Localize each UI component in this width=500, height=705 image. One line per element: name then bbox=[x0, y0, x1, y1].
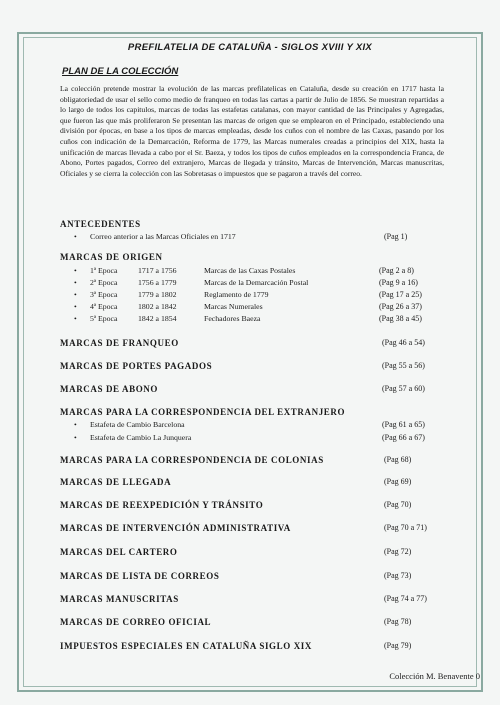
page-reference: (Pag 70) bbox=[384, 500, 412, 509]
epoca-label: 5ª Epoca bbox=[90, 314, 118, 323]
bullet-icon: • bbox=[74, 232, 77, 241]
page-reference: (Pag 46 a 54) bbox=[382, 338, 425, 347]
years-label: 1717 a 1756 bbox=[138, 266, 177, 275]
description-label: Reglamento de 1779 bbox=[204, 290, 269, 299]
page-reference: (Pag 66 a 67) bbox=[382, 433, 425, 442]
description-label: Marcas Numerales bbox=[204, 302, 263, 311]
page-reference: (Pag 68) bbox=[384, 455, 412, 464]
bullet-icon: • bbox=[74, 302, 77, 311]
epoca-label: 2ª Epoca bbox=[90, 278, 118, 287]
page-reference: (Pag 26 a 37) bbox=[379, 302, 422, 311]
bullet-icon: • bbox=[74, 290, 77, 299]
epoca-label: 1ª Epoca bbox=[90, 266, 118, 275]
page-reference: (Pag 79) bbox=[384, 641, 412, 650]
page-reference: (Pag 74 a 77) bbox=[384, 594, 427, 603]
section-extranjero-title: MARCAS PARA LA CORRESPONDENCIA DEL EXTRANJERO bbox=[60, 407, 346, 417]
page-reference: (Pag 1) bbox=[384, 232, 408, 241]
section-abono-title: MARCAS DE ABONO bbox=[60, 384, 159, 394]
page-reference: (Pag 69) bbox=[384, 477, 412, 486]
page-reference: (Pag 72) bbox=[384, 547, 412, 556]
years-label: 1842 a 1854 bbox=[138, 314, 177, 323]
description-label: Marcas de la Demarcación Postal bbox=[204, 278, 309, 287]
years-label: 1802 a 1842 bbox=[138, 302, 177, 311]
bullet-icon: • bbox=[74, 266, 77, 275]
years-label: 1756 a 1779 bbox=[138, 278, 177, 287]
list-item-text: Estafeta de Cambio Barcelona bbox=[90, 420, 185, 429]
section-colonias-title: MARCAS PARA LA CORRESPONDENCIA DE COLONIAS bbox=[60, 455, 324, 465]
plan-title: PLAN DE LA COLECCIÓN bbox=[62, 66, 179, 77]
page-reference: (Pag 70 a 71) bbox=[384, 523, 427, 532]
section-correo-oficial-title: MARCAS DE CORREO OFICIAL bbox=[60, 617, 212, 627]
epoca-label: 4ª Epoca bbox=[90, 302, 118, 311]
page-reference: (Pag 78) bbox=[384, 617, 412, 626]
section-origen-title: MARCAS DE ORIGEN bbox=[60, 252, 163, 262]
section-antecedentes-title: ANTECEDENTES bbox=[60, 219, 141, 229]
collection-footer: Colección M. Benavente 0 bbox=[389, 671, 480, 681]
document-header: PREFILATELIA DE CATALUÑA - SIGLOS XVIII Y XIX bbox=[127, 42, 373, 53]
section-lista-correos-title: MARCAS DE LISTA DE CORREOS bbox=[60, 571, 220, 581]
section-impuestos-title: IMPUESTOS ESPECIALES EN CATALUÑA SIGLO XIX bbox=[60, 641, 313, 651]
bullet-icon: • bbox=[74, 278, 77, 287]
bullet-icon: • bbox=[74, 420, 77, 429]
section-intervencion-title: MARCAS DE INTERVENCIÓN ADMINISTRATIVA bbox=[60, 523, 291, 533]
page-reference: (Pag 2 a 8) bbox=[379, 266, 414, 275]
bullet-icon: • bbox=[74, 433, 77, 442]
page-reference: (Pag 73) bbox=[384, 571, 412, 580]
description-label: Marcas de las Caxas Postales bbox=[204, 266, 296, 275]
section-manuscritas-title: MARCAS MANUSCRITAS bbox=[60, 594, 179, 604]
page-reference: (Pag 55 a 56) bbox=[382, 361, 425, 370]
page-reference: (Pag 38 a 45) bbox=[379, 314, 422, 323]
section-portes-pagados-title: MARCAS DE PORTES PAGADOS bbox=[60, 361, 213, 371]
intro-paragraph: La colección pretende mostrar la evolución de las marcas prefilatelicas en Cataluña, desde su creación en 1717 hasta la obligatoriedad de usar el sello como medio de franqueo en todas las cartas a partir de Julio de 1856. Se muestran repartidas a lo largo de todos los capitulos, marcas de todas las estafetas catalanas, con mayor cantidad de las Principales y Agregadas, que fueron las que más proliferaron Se presentan las marcas de origen que se emplearon en el Principado, estableciendo una división por épocas, en base a los tipos de marcas empleadas, desde los cuños con el nombre de las Caxas, pasando por los cuños con indicación de la Demarcación, Reforma de 1779, las Marcas numerales creadas a principios del XIX, hasta la unificación de marcas llevada a cabo por el Sr. Baeza, y todos los tipos de cuños empleados en la correspondencia Franca, de Abono, Portes pagados, Correo del extranjero, Marcas de llegada y tránsito, Marcas de Intervención, Marcas manuscritas, Oficiales y se cierra la colección con las Sobretasas o impuestos que se pagaron a través del correo. bbox=[60, 84, 444, 178]
years-label: 1779 a 1802 bbox=[138, 290, 177, 299]
page-reference: (Pag 57 a 60) bbox=[382, 384, 425, 393]
list-item-text: Correo anterior a las Marcas Oficiales en 1717 bbox=[90, 232, 236, 241]
section-reexpedicion-title: MARCAS DE REEXPEDICIÓN Y TRÁNSITO bbox=[60, 500, 264, 510]
list-item-text: Estafeta de Cambio La Junquera bbox=[90, 433, 192, 442]
section-llegada-title: MARCAS DE LLEGADA bbox=[60, 477, 172, 487]
section-cartero-title: MARCAS DEL CARTERO bbox=[60, 547, 178, 557]
bullet-icon: • bbox=[74, 314, 77, 323]
description-label: Fechadores Baeza bbox=[204, 314, 261, 323]
page-reference: (Pag 9 a 16) bbox=[379, 278, 418, 287]
page-reference: (Pag 61 a 65) bbox=[382, 420, 425, 429]
page-reference: (Pag 17 a 25) bbox=[379, 290, 422, 299]
section-franqueo-title: MARCAS DE FRANQUEO bbox=[60, 338, 179, 348]
epoca-label: 3ª Epoca bbox=[90, 290, 118, 299]
